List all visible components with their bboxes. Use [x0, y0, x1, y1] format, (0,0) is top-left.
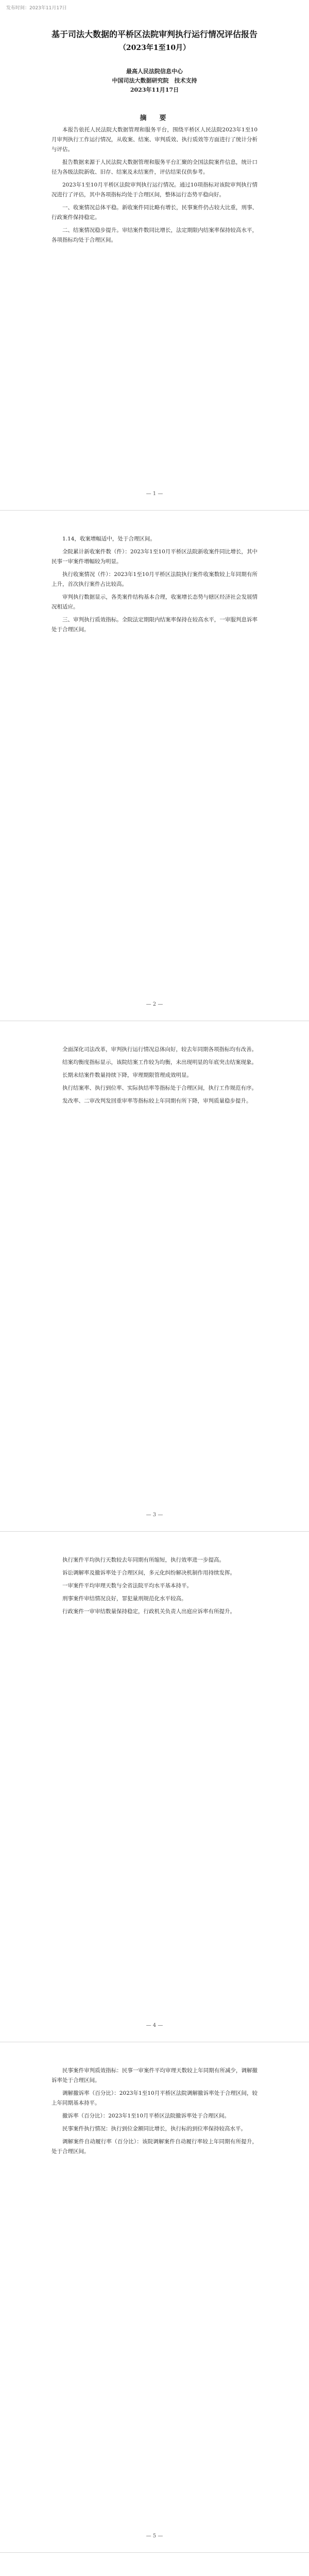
- paragraph: 执行案件平均执行天数较去年同期有所缩短，执行效率进一步提高。: [62, 1557, 225, 1563]
- paragraph: 审判执行数据显示，各类案件结构基本合理，收案增长态势与辖区经济社会发展情况相适应。: [52, 594, 258, 610]
- document-page-1: [0, 0, 309, 510]
- page-number: — 5 —: [146, 2533, 163, 2539]
- paragraph: 调解案件自动履行率（百分比）：该院调解案件自动履行率较上年同期有所提升，处于合理区间。: [52, 2139, 258, 2155]
- page-number: — 1 —: [146, 491, 163, 497]
- paragraph: 民事案件审判质效指标：民事一审案件平均审理天数较上年同期有所减少，调解撤诉率处于合理区间。: [52, 2067, 258, 2083]
- paragraph: 三、审判执行质效指标。全院法定期限内结案率保持在较高水平，一审服判息诉率处于合理区间。: [52, 617, 258, 633]
- paragraph: 1.14，收案增幅适中，处于合理区间。: [62, 536, 156, 542]
- paragraph: 一审案件平均审理天数与全省法院平均水平基本持平。: [62, 1583, 192, 1589]
- document-page-2: [0, 511, 309, 1021]
- page-number: — 3 —: [146, 1512, 163, 1518]
- paragraph: 2023年1至10月平桥区法院审判执行运行情况。通过10项指标对该院审判执行情况进行了评估，其中各项指标均处于合理区间，整体运行态势平稳向好。: [52, 182, 258, 198]
- org-date: 2023年11月17日: [130, 87, 179, 93]
- report-subtitle: （2023年1至10月）: [118, 44, 191, 52]
- paragraph: 本报告依托人民法院大数据管理和服务平台，围绕平桥区人民法院2023年1至10月审判执行工作运行情况，从收案、结案、审判质效、执行质效等方面进行了统计分析与评估。: [52, 127, 258, 152]
- publish-meta: 发布时间：2023年11月17日: [6, 6, 67, 11]
- paragraph: 民事案件执行情况：执行到位金额同比增长，执行标的到位率保持较高水平。: [62, 2126, 246, 2132]
- paragraph: 全面深化司法改革，审判执行运行情况总体向好，较去年同期各项指标均有改善。: [62, 1046, 257, 1053]
- org-block: [52, 67, 258, 95]
- document-page-3: [0, 1021, 309, 1531]
- org-line-2: 中国司法大数据研究院 技术支持: [112, 77, 197, 84]
- document-page-4: [0, 1532, 309, 2042]
- page-number: — 4 —: [146, 2023, 163, 2028]
- document-page-5: [0, 2042, 309, 2552]
- paragraph: 结案均衡度指标显示，该院结案工作较为均衡，未出现明显的年底突击结案现象。: [62, 1059, 257, 1065]
- paragraph: 刑事案件审结情况良好，罪犯量刑规范化水平较高。: [62, 1596, 187, 1602]
- paragraph: 二、结案情况稳步提升。审结案件数同比增长，法定期限内结案率保持较高水平，各项指标均处于合理区间。: [52, 227, 258, 243]
- paragraph: 撤诉率（百分比）：2023年1至10月平桥区法院撤诉率处于合理区间。: [62, 2113, 230, 2119]
- paragraph: 报告数据来源于人民法院大数据管理和服务平台汇聚的全国法院案件信息，统计口径为各级法院新收、旧存、结案及未结案件，评估结果仅供参考。: [52, 159, 258, 175]
- document-page-6: [0, 2553, 309, 2576]
- paragraph: 行政案件一审审结数量保持稳定，行政机关负责人出庭应诉率有所提升。: [62, 1608, 235, 1615]
- paragraph: 诉讼调解率及撤诉率处于合理区间，多元化纠纷解决机制作用持续发挥。: [62, 1570, 235, 1576]
- paragraph: 调解撤诉率（百分比）：2023年1至10月平桥区法院调解撤诉率处于合理区间，较上年同期基本持平。: [52, 2090, 258, 2106]
- paragraph: 长期未结案件数量持续下降，审理期限管理成效明显。: [62, 1072, 192, 1078]
- paragraph: 全院累计新收案件数（件）：2023年1至10月平桥区法院新收案件同比增长，其中民事一审案件增幅较为明显。: [52, 549, 258, 565]
- org-line-1: 最高人民法院信息中心: [126, 68, 183, 75]
- abstract-heading: 摘 要: [140, 114, 169, 122]
- paragraph: 一、收案情况总体平稳。新收案件同比略有增长，民事案件仍占较大比重，刑事、行政案件保持稳定。: [52, 205, 258, 221]
- paragraph: 执行结案率、执行到位率、实际执结率等指标处于合理区间，执行工作规范有序。: [62, 1085, 257, 1091]
- paragraph: 执行收案情况（件）：2023年1至10月平桥区法院执行案件收案数较上年同期有所上升，首次执行案件占比较高。: [52, 571, 258, 587]
- page-number: — 2 —: [146, 1002, 163, 1007]
- report-title: 基于司法大数据的平桥区法院审判执行运行情况评估报告: [52, 29, 258, 39]
- paragraph: 发改率、二审改判发回重审率等指标较上年同期有所下降，审判质量稳步提升。: [62, 1098, 252, 1104]
